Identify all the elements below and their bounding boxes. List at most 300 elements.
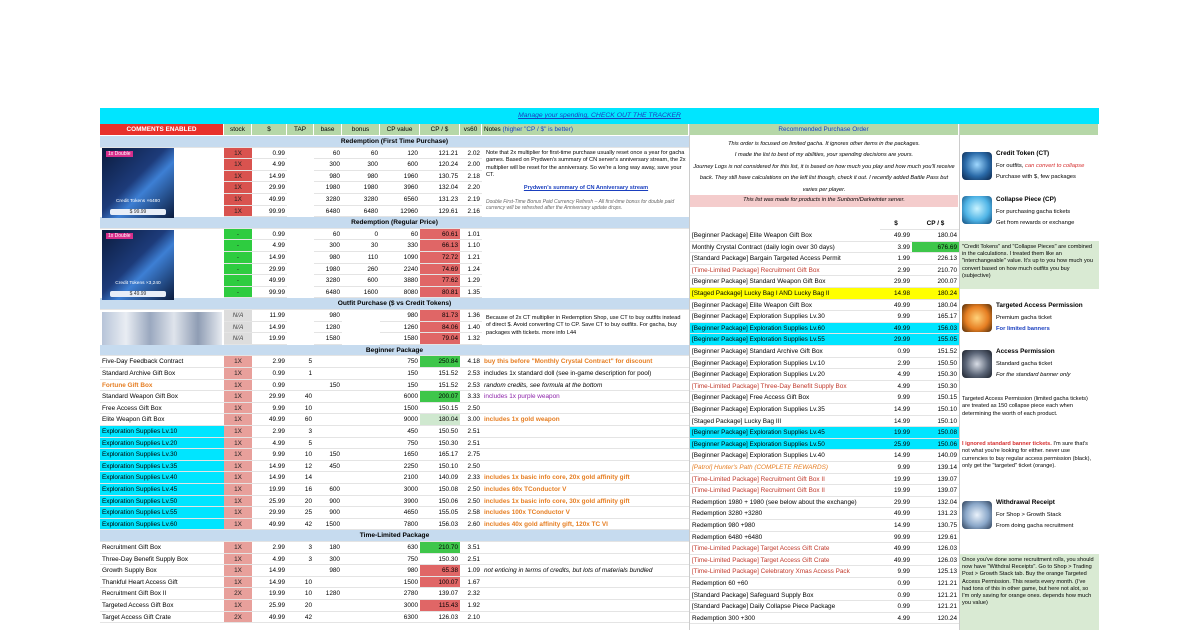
price-cell: 4.99: [252, 159, 287, 171]
vs60-cell: 2.58: [460, 507, 482, 519]
base-cell: 6480: [314, 287, 342, 299]
base-cell: 1580: [314, 333, 342, 345]
vs60-cell: 2.50: [460, 484, 482, 496]
order-cp-cell: 140.09: [912, 450, 959, 462]
order-price-cell: 0.99: [880, 346, 912, 358]
order-price-cell: 49.99: [880, 300, 912, 312]
vs60-cell: 2.51: [460, 426, 482, 438]
bonus-cell: [342, 519, 380, 531]
order-item-cell: Redemption 3280 +3280: [690, 508, 880, 520]
credit-tokens-amount: Credit Tokens ×3,240: [115, 281, 161, 286]
cp-per-cell: 120.24: [420, 159, 460, 171]
tracker-link[interactable]: Manage your spending, CHECK OUT THE TRACKER: [518, 112, 681, 119]
bonus-cell: [342, 577, 380, 589]
withdrawal-line1: For Shop > Growth Stack: [996, 512, 1062, 518]
base-cell: 1980: [314, 264, 342, 276]
order-item-cell: [Time-Limited Package] Celebratory Xmas Access Pack: [690, 566, 880, 578]
cp-value-cell: 150: [380, 380, 420, 392]
tap-cell: 5: [287, 438, 314, 450]
double-tag: 1x Double: [108, 233, 131, 239]
tap-cell: 12: [287, 461, 314, 473]
bonus-cell: 600: [342, 275, 380, 287]
bonus-cell: [342, 542, 380, 554]
price-cell: 49.99: [252, 519, 287, 531]
base-cell: 1500: [314, 519, 342, 531]
stock-cell: 2X: [224, 612, 252, 624]
item-name-cell: Target Access Gift Crate: [100, 612, 224, 624]
note-cell: [482, 554, 689, 566]
order-item-cell: Redemption 980 +980: [690, 520, 880, 532]
vs60-cell: 2.50: [460, 461, 482, 473]
order-price-cell: 14.99: [880, 404, 912, 416]
note-cell: includes 1x basic info core, 30x gold affinity gift: [482, 496, 689, 508]
section-header-outfit: Outfit Purchase ($ vs Credit Tokens): [100, 298, 689, 310]
bonus-cell: [342, 449, 380, 461]
stock-cell: 1X: [224, 380, 252, 392]
cp-value-cell: 3000: [380, 600, 420, 612]
price-cell: 4.99: [252, 240, 287, 252]
order-item-cell: Redemption 6480 +6480: [690, 532, 880, 544]
cp-per-cell: 80.81: [420, 287, 460, 299]
bonus-cell: [342, 391, 380, 403]
bonus-cell: [342, 414, 380, 426]
order-price-cell: 49.99: [880, 555, 912, 567]
cp-per-cell: 150.15: [420, 403, 460, 415]
cp-per-cell: 150.30: [420, 554, 460, 566]
collapse-piece-line1: For purchasing gacha tickets: [996, 209, 1071, 215]
item-name-cell: Three-Day Benefit Supply Box: [100, 554, 224, 566]
item-name-cell: Free Access Gift Box: [100, 403, 224, 415]
order-item-cell: [Time-Limited Package] Recruitment Gift Box II: [690, 485, 880, 497]
stock-cell: 1X: [224, 461, 252, 473]
tap-cell: 40: [287, 391, 314, 403]
order-cp-cell: 150.50: [912, 358, 959, 370]
order-price-cell: 0.99: [880, 601, 912, 613]
note-cell: [482, 612, 689, 624]
vs60-cell: 2.75: [460, 449, 482, 461]
limited-value-note: Targeted Access Permission (limited gacha tickets) are treated as 150 collapse piece each when determining the worth of each product.: [962, 396, 1088, 417]
targeted-access-line2: For limited banners: [996, 326, 1050, 332]
order-note-1: This order is focused on limited gacha. It ignores other items in the packages.: [728, 141, 920, 147]
bonus-cell: [342, 472, 380, 484]
stock-cell: -: [224, 275, 252, 287]
cp-value-cell: 120: [380, 148, 420, 160]
bonus-cell: [342, 380, 380, 392]
cp-value-cell: 980: [380, 565, 420, 577]
price-header: $: [252, 124, 287, 135]
base-cell: [314, 403, 342, 415]
stock-cell: N/A: [224, 322, 252, 334]
order-item-cell: [Time-Limited Package] Recruitment Gift Box II: [690, 474, 880, 486]
order-note-2: I made the list to best of my abilities, your spending decisions are yours.: [734, 152, 914, 159]
cp-value-cell: 1500: [380, 403, 420, 415]
price-cell: 2.99: [252, 542, 287, 554]
order-item-cell: [Time-Limited Package] Recruitment Gift Box: [690, 265, 880, 277]
stock-cell: 1X: [224, 507, 252, 519]
cp-per-cell: 150.10: [420, 461, 460, 473]
cp-per-cell: 77.62: [420, 275, 460, 287]
note-cell: [482, 449, 689, 461]
note-cell: random credits, see formula at the bottom: [482, 380, 689, 392]
outfit-note: Because of 2x CT multiplier in Redemption Shop, use CT to buy outfits instead of direct $. Avoid converting CT to CP. Save CT to buy outfits. For gacha, buy packages with tickets. more info L44: [486, 315, 681, 336]
outfit-images: [102, 312, 222, 345]
cp-per-cell: 150.50: [420, 426, 460, 438]
stock-cell: 1X: [224, 565, 252, 577]
order-item-cell: [Time-Limited Package] Target Access Gift Crate: [690, 555, 880, 567]
bonus-cell: [342, 588, 380, 600]
cp-value-cell: 450: [380, 426, 420, 438]
base-cell: [314, 356, 342, 368]
targeted-access-title: Targeted Access Permission: [996, 302, 1083, 309]
base-cell: 450: [314, 461, 342, 473]
image-price: $ 99.99: [110, 209, 166, 215]
note-cell: includes 60x TConductor V: [482, 484, 689, 496]
price-cell: 49.99: [252, 414, 287, 426]
vs60-cell: 2.20: [460, 182, 482, 194]
item-name-cell: Standard Weapon Gift Box: [100, 391, 224, 403]
stock-cell: 1X: [224, 356, 252, 368]
server-note: This list was made for products in the Sunborn/Darkwinter server.: [690, 195, 958, 207]
cp-per-cell: 139.07: [420, 588, 460, 600]
order-item-cell: [Staged Package] Lucky Bag I AND Lucky Bag II: [690, 288, 880, 300]
tap-cell: 60: [287, 414, 314, 426]
stock-header: stock: [224, 124, 252, 135]
bonus-cell: 1980: [342, 182, 380, 194]
bonus-cell: 260: [342, 264, 380, 276]
cp-per-cell: 140.09: [420, 472, 460, 484]
access-permission-title: Access Permission: [996, 348, 1055, 355]
divider: [689, 124, 690, 630]
note-cell: [482, 542, 689, 554]
note-cell: includes 100x TConductor V: [482, 507, 689, 519]
redemption-regular-image: [102, 230, 174, 300]
order-item-cell: [Beginner Package] Exploration Supplies Lv.45: [690, 427, 880, 439]
tap-cell: [287, 565, 314, 577]
tap-cell: 10: [287, 403, 314, 415]
order-cp-cell: 155.05: [912, 334, 959, 346]
section-header-redemption_regular: Redemption (Regular Price): [100, 217, 689, 229]
vs60-cell: 4.18: [460, 356, 482, 368]
access-ticket-icon: [962, 350, 992, 378]
withdrawal-receipt-icon: [962, 501, 992, 529]
cp-per-cell: 200.07: [420, 391, 460, 403]
base-cell: 3280: [314, 194, 342, 206]
vs60-cell: 3.00: [460, 414, 482, 426]
vs60-cell: 2.53: [460, 380, 482, 392]
vs60-cell: 2.50: [460, 403, 482, 415]
order-cp-cell: 200.07: [912, 276, 959, 288]
bonus-cell: [342, 565, 380, 577]
cp-value-cell: 2780: [380, 588, 420, 600]
section-header-beginner: Beginner Package: [100, 345, 689, 357]
cp-per-cell: 66.13: [420, 240, 460, 252]
item-name-cell: Five-Day Feedback Contract: [100, 356, 224, 368]
bonus-cell: [342, 426, 380, 438]
stock-cell: -: [224, 240, 252, 252]
cp-per-cell: 79.04: [420, 333, 460, 345]
base-cell: 1280: [314, 322, 342, 334]
cp-value-cell: 2250: [380, 461, 420, 473]
price-cell: 0.99: [252, 368, 287, 380]
bonus-cell: [342, 600, 380, 612]
order-price-cell: 4.99: [880, 369, 912, 381]
order-note-3: Journey Logs is not considered for this list, it is based on how much you play and how much you'll receive back. They still have calculations on the left list though, check it out. I recently added Battle Pass but varies per player.: [693, 163, 955, 193]
order-price-cell: 29.99: [880, 276, 912, 288]
vs60-cell: 2.33: [460, 472, 482, 484]
tracker-banner: [100, 108, 1099, 124]
collapse-piece-line2: Get from rewards or exchange: [996, 220, 1075, 226]
item-name-cell: Thankful Heart Access Gift: [100, 577, 224, 589]
credit-token-line2: Purchase with $, few packages: [996, 174, 1076, 180]
order-cp-cell: 139.14: [912, 462, 959, 474]
collapse-piece-icon: [962, 196, 992, 224]
note-cell: not enticing in terms of credits, but lots of materials bundled: [482, 565, 689, 577]
price-cell: 19.99: [252, 333, 287, 345]
cp-value-cell: 6560: [380, 194, 420, 206]
order-price-cell: 0.99: [880, 578, 912, 590]
order-item-cell: [Beginner Package] Exploration Supplies Lv.35: [690, 404, 880, 416]
divider: [959, 124, 960, 630]
order-item-cell: [Beginner Package] Standard Weapon Gift Box: [690, 276, 880, 288]
stock-cell: N/A: [224, 333, 252, 345]
order-cp-cell: 150.06: [912, 439, 959, 451]
base-cell: [314, 472, 342, 484]
double-tag: 1x Double: [108, 151, 131, 157]
price-cell: 14.99: [252, 565, 287, 577]
price-cell: 14.99: [252, 171, 287, 183]
item-name-cell: Exploration Supplies Lv.60: [100, 519, 224, 531]
stock-cell: -: [224, 287, 252, 299]
prydwen-link-wrap: [483, 183, 689, 194]
item-name-cell: Recruitment Gift Box II: [100, 588, 224, 600]
order-cp-cell: 150.10: [912, 416, 959, 428]
price-cell: 99.99: [252, 287, 287, 299]
cp-value-cell: 6300: [380, 612, 420, 624]
cp-per-cell: 151.52: [420, 368, 460, 380]
cp-per-cell: 81.73: [420, 310, 460, 322]
cp-per-cell: 100.07: [420, 577, 460, 589]
order-cp-cell: 150.15: [912, 392, 959, 404]
cp-value-cell: 9000: [380, 414, 420, 426]
tap-cell: 25: [287, 507, 314, 519]
vs60-cell: 3.51: [460, 542, 482, 554]
bonus-cell: [342, 484, 380, 496]
stock-cell: 1X: [224, 403, 252, 415]
base-cell: [314, 368, 342, 380]
note-cell: [482, 461, 689, 473]
tap-cell: 10: [287, 449, 314, 461]
tap-cell: [287, 380, 314, 392]
order-item-cell: [Beginner Package] Elite Weapon Gift Box: [690, 300, 880, 312]
order-item-cell: [Patrol] Hunter's Path (COMPLETE REWARDS): [690, 462, 880, 474]
order-cp-cell: 125.13: [912, 566, 959, 578]
cp-per-cell: 250.84: [420, 356, 460, 368]
vs60-cell: 1.35: [460, 287, 482, 299]
order-cp-cell: 121.21: [912, 578, 959, 590]
vs60-cell: 3.33: [460, 391, 482, 403]
cp-value-cell: 330: [380, 240, 420, 252]
price-cell: 0.99: [252, 148, 287, 160]
order-item-cell: [Beginner Package] Exploration Supplies Lv.60: [690, 323, 880, 335]
base-cell: [314, 414, 342, 426]
prydwen-link[interactable]: Prydwen's summary of CN Anniversary stream: [523, 185, 649, 191]
cp-value-cell: 3960: [380, 182, 420, 194]
base-cell: 6480: [314, 206, 342, 218]
stock-cell: -: [224, 264, 252, 276]
ignored-note: [959, 439, 1099, 485]
note-cell: includes 40x gold affinity gift, 120x TC VI: [482, 519, 689, 531]
order-item-cell: [Standard Package] Safeguard Supply Box: [690, 590, 880, 602]
order-price-cell: 0.99: [880, 590, 912, 602]
item-name-cell: Standard Archive Gift Box: [100, 368, 224, 380]
price-cell: 29.99: [252, 264, 287, 276]
note-cell: [482, 577, 689, 589]
tap-cell: 16: [287, 484, 314, 496]
base-cell: [314, 391, 342, 403]
order-cp-cell: 226.13: [912, 253, 959, 265]
base-cell: 300: [314, 554, 342, 566]
access-permission-line2: For the standard banner only: [996, 372, 1071, 378]
tap-cell: 42: [287, 612, 314, 624]
order-item-cell: [Beginner Package] Standard Archive Gift Box: [690, 346, 880, 358]
section-header-limited: Time-Limited Package: [100, 530, 689, 542]
collapse-piece-title: Collapse Piece (CP): [996, 196, 1057, 203]
cp-per-cell: 155.05: [420, 507, 460, 519]
base-cell: 980: [314, 171, 342, 183]
order-price-cell: 49.99: [880, 508, 912, 520]
order-price-cell: 49.99: [880, 230, 912, 242]
stock-cell: N/A: [224, 310, 252, 322]
price-cell: 25.99: [252, 600, 287, 612]
order-price-cell: 99.99: [880, 532, 912, 544]
order-item-cell: Redemption 1980 + 1980 (see below about the exchange): [690, 497, 880, 509]
cp-value-cell: 750: [380, 356, 420, 368]
cp-per-cell: 151.52: [420, 380, 460, 392]
credit-token-icon: [962, 152, 992, 180]
order-price-cell: 29.99: [880, 334, 912, 346]
stock-cell: 1X: [224, 206, 252, 218]
credit-token-line1b: can convert to collapse: [1025, 163, 1085, 169]
stock-cell: 1X: [224, 414, 252, 426]
base-cell: [314, 577, 342, 589]
price-cell: 49.99: [252, 275, 287, 287]
stock-cell: 1X: [224, 449, 252, 461]
stock-cell: 1X: [224, 391, 252, 403]
cp-per-cell: 65.38: [420, 565, 460, 577]
order-price-cell: 4.99: [880, 381, 912, 393]
tap-cell: 1: [287, 368, 314, 380]
order-cp-cell: 676.69: [912, 242, 959, 254]
tap-cell: 5: [287, 356, 314, 368]
cp-value-cell: 2240: [380, 264, 420, 276]
cp-value-cell: 7800: [380, 519, 420, 531]
order-price-cell: 4.99: [880, 613, 912, 625]
cp-per-cell: 129.61: [420, 206, 460, 218]
cp-value-cell: 1580: [380, 333, 420, 345]
cp-value-cell: 1090: [380, 252, 420, 264]
ignored-note-a: I ignored standard banner tickets.: [962, 441, 1052, 447]
bonus-cell: 1600: [342, 287, 380, 299]
stock-cell: 1X: [224, 194, 252, 206]
order-item-cell: [Time-Limited Package] Three-Day Benefit Supply Box: [690, 381, 880, 393]
order-cp-cell: 156.03: [912, 323, 959, 335]
cp-per-cell: 60.61: [420, 229, 460, 241]
cp-per-cell: 156.03: [420, 519, 460, 531]
vs60-cell: 1.92: [460, 600, 482, 612]
order-item-cell: Redemption 300 +300: [690, 613, 880, 625]
order-price-cell: 29.99: [880, 497, 912, 509]
note-cell: includes 1x gold weapon: [482, 414, 689, 426]
order-price-cell: 1.99: [880, 253, 912, 265]
cp-value-cell: 3000: [380, 484, 420, 496]
cp-per-cell: 72.72: [420, 252, 460, 264]
cp-value-cell: 3900: [380, 496, 420, 508]
side-header: [959, 124, 1099, 135]
bonus-cell: 300: [342, 159, 380, 171]
bonus-cell: [342, 461, 380, 473]
base-cell: 300: [314, 159, 342, 171]
order-cp-cell: 150.30: [912, 381, 959, 393]
combined-values-note: "Credit Tokens" and "Collapse Pieces" are combined in the calculations. I treated them like an "interchangeable" value. It's up to you how much you convert based on how much outfits you buy (subjective): [959, 241, 1099, 289]
spreadsheet: [100, 108, 1099, 630]
price-cell: 19.99: [252, 588, 287, 600]
price-cell: 99.99: [252, 206, 287, 218]
bonus-cell: 3280: [342, 194, 380, 206]
order-cp-cell: 151.52: [912, 346, 959, 358]
vs60-cell: 1.67: [460, 577, 482, 589]
price-cell: 14.99: [252, 472, 287, 484]
withdrawal-line2: From doing gacha recruitment: [996, 523, 1074, 529]
item-name-cell: Elite Weapon Gift Box: [100, 414, 224, 426]
order-price-col-header: $: [880, 218, 912, 230]
cp-per-cell: 210.70: [420, 542, 460, 554]
order-price-cell: 2.99: [880, 358, 912, 370]
bonus-cell: [342, 368, 380, 380]
vs60-cell: 2.50: [460, 496, 482, 508]
order-price-cell: 9.99: [880, 311, 912, 323]
stock-cell: 1X: [224, 148, 252, 160]
bonus-cell: 6480: [342, 206, 380, 218]
credit-token-line1a: For outfits,: [996, 163, 1025, 169]
item-name-cell: Exploration Supplies Lv.10: [100, 426, 224, 438]
base-cell: [314, 600, 342, 612]
order-cp-cell: 150.30: [912, 369, 959, 381]
cp-per-cell: 130.75: [420, 171, 460, 183]
note-cell: buy this before "Monthly Crystal Contract" for discount: [482, 356, 689, 368]
item-name-cell: Exploration Supplies Lv.35: [100, 461, 224, 473]
stock-cell: 1X: [224, 600, 252, 612]
tap-header: TAP: [287, 124, 314, 135]
item-name-cell: Exploration Supplies Lv.45: [100, 484, 224, 496]
vs60-cell: 1.29: [460, 275, 482, 287]
cp-per-cell: 74.69: [420, 264, 460, 276]
stock-cell: 1X: [224, 182, 252, 194]
stock-cell: 1X: [224, 472, 252, 484]
vs60-cell: 1.40: [460, 322, 482, 334]
price-cell: 14.99: [252, 322, 287, 334]
cp-value-cell: 980: [380, 310, 420, 322]
stock-cell: 1X: [224, 484, 252, 496]
tap-cell: 10: [287, 588, 314, 600]
base-cell: 900: [314, 507, 342, 519]
order-cp-cell: 180.04: [912, 300, 959, 312]
bonus-cell: 30: [342, 240, 380, 252]
bonus-cell: 110: [342, 252, 380, 264]
vs60-cell: 1.36: [460, 310, 482, 322]
order-cp-cell: 180.04: [912, 230, 959, 242]
order-price-cell: 49.99: [880, 323, 912, 335]
bonus-cell: [342, 403, 380, 415]
